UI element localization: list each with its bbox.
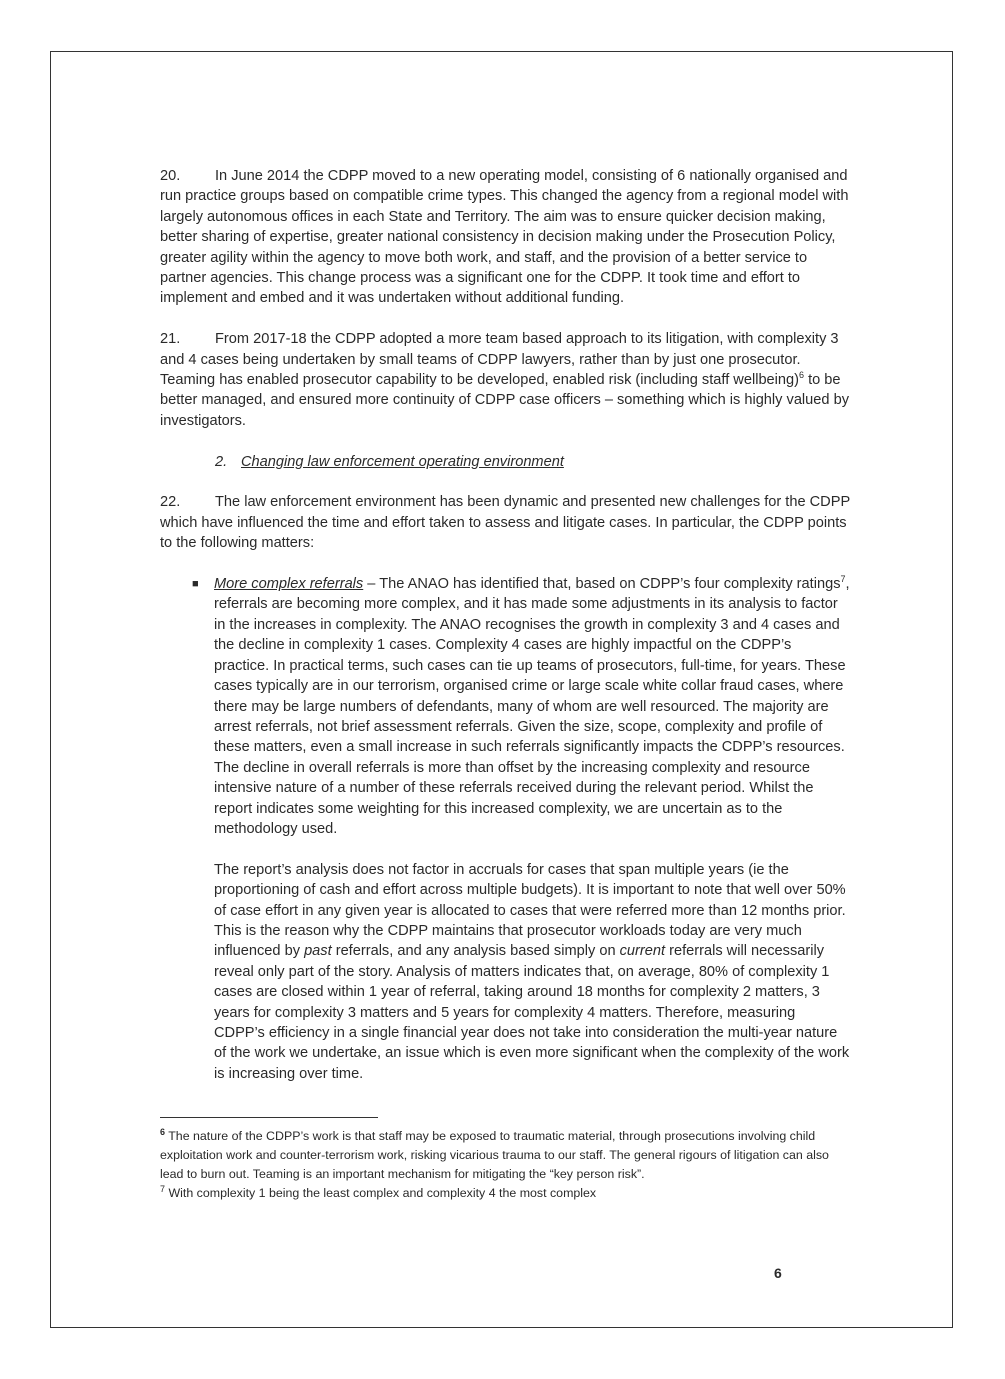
footnote-text: The nature of the CDPP’s work is that staff may be exposed to traumatic material, through prosecutions involving child exploitation work and counter-terrorism work, risking vicarious trauma to our staff. The general rigours of litigation can also lead to burn out. Teaming is an important mechanism for mitigating the “key person risk”.: [160, 1129, 829, 1181]
bullet-text: – The ANAO has identified that, based on CDPP’s four complexity ratings: [363, 576, 841, 593]
footnote-text: With complexity 1 being the least complex and complexity 4 the most complex: [165, 1186, 597, 1200]
paragraph-number: 22.: [160, 494, 181, 511]
paragraph-20: [160, 166, 850, 309]
paragraph-text: In June 2014 the CDPP moved to a new operating model, consisting of 6 nationally organised and run practice groups based on compatible crime types. This changed the agency from a regional model with largely autonomous offices in each State and Territory. The aim was to ensure quicker decision making, better sharing of expertise, greater national consistency in decision making under the Prosecution Policy, greater agility within the agency to move both work, and staff, and the provision of a better service to partner agencies. This change process was a significant one for the CDPP. It took time and effort to implement and embed and it was undertaken without additional funding.: [160, 168, 849, 307]
paragraph-number: 20.: [160, 168, 181, 184]
bullet-text-cont: , referrals are becoming more complex, and it has made some adjustments in its analysis to factor in the increases in complexity. The ANAO recognises the growth in complexity 3 and 4 cases and the decline in complexity 1 cases. Complexity 4 cases are highly impactful on the CDPP’s practice. In practical terms, such cases can tie up teams of prosecutors, full-time, for years. These cases typically are in our terrorism, organised crime or large scale white collar fraud cases, where there may be large numbers of defendants, many of whom are well resourced. The majority are arrest referrals, not brief assessment referrals. Given the size, scope, complexity and profile of these matters, even a small increase in such referrals significantly impacts the CDPP’s resources. The decline in overall referrals is more than offset by the increasing complexity and resource intensive nature of a number of these referrals received during the relevant period. Whilst the report indicates some weighting for this increased complexity, we are uncertain as to the methodology used.: [214, 576, 850, 837]
paragraph-21: [160, 329, 850, 431]
paragraph-text: The law enforcement environment has been dynamic and presented new challenges for the CDPP which have influenced the time and effort taken to assess and litigate cases. In particular, the CDPP points to the following matters:: [160, 494, 850, 552]
footnote-ref-6[interactable]: 6: [799, 370, 805, 381]
paragraph-22: [160, 492, 850, 553]
bullet-item: [192, 574, 850, 839]
page-number: 6: [774, 1265, 782, 1281]
footnote-number: 7: [160, 1183, 166, 1194]
emphasis-past: past: [304, 943, 332, 960]
bullet-continuation-paragraph: [214, 860, 850, 1084]
footnotes: [160, 1127, 850, 1203]
document-body: [160, 166, 850, 1084]
section-heading: [215, 452, 850, 472]
continuation-text: The report’s analysis does not factor in accruals for cases that span multiple years (ie the proportioning of cash and effort across multiple budgets). It is important to note that well over 50% of case effort in any given year is allocated to cases that were referred more than 12 months prior. This is the reason why the CDPP maintains that prosecutor workloads today are very much influenced by: [214, 861, 846, 960]
footnote-7: [160, 1184, 850, 1203]
paragraph-text-cont: to be better managed, and ensured more continuity of CDPP case officers – something which is highly valued by investigators.: [160, 372, 849, 429]
footnote-ref-7[interactable]: 7: [840, 574, 846, 585]
paragraph-text: From 2017-18 the CDPP adopted a more team based approach to its litigation, with complexity 3 and 4 cases being undertaken by small teams of CDPP lawyers, rather than by just one prosecutor. Teaming has enabled prosecutor capability to be developed, enabled risk (including staff wellbeing): [160, 331, 839, 389]
continuation-text: referrals will necessarily reveal only part of the story. Analysis of matters indicates that, on average, 80% of complexity 1 cases are closed within 1 year of referral, taking around 18 months for complexity 2 matters, 3 years for complexity 3 matters and 5 years for complexity 4 matters. Therefore, measuring CDPP’s efficiency in a single financial year does not take into consideration the multi-year nature of the work we undertake, an issue which is even more significant when the complexity of the work is increasing over time.: [214, 943, 850, 1082]
footnote-separator: [160, 1117, 378, 1118]
bullet-title: More complex referrals: [214, 576, 364, 593]
heading-number: 2.: [215, 453, 228, 470]
footnote-6: [160, 1127, 850, 1184]
footnote-number: 6: [160, 1126, 166, 1137]
bullet-square-icon: ■: [192, 578, 199, 591]
continuation-text: referrals, and any analysis based simply on: [331, 943, 620, 960]
heading-text: Changing law enforcement operating environment: [241, 453, 564, 470]
emphasis-current: current: [619, 943, 666, 960]
paragraph-number: 21.: [160, 331, 181, 348]
